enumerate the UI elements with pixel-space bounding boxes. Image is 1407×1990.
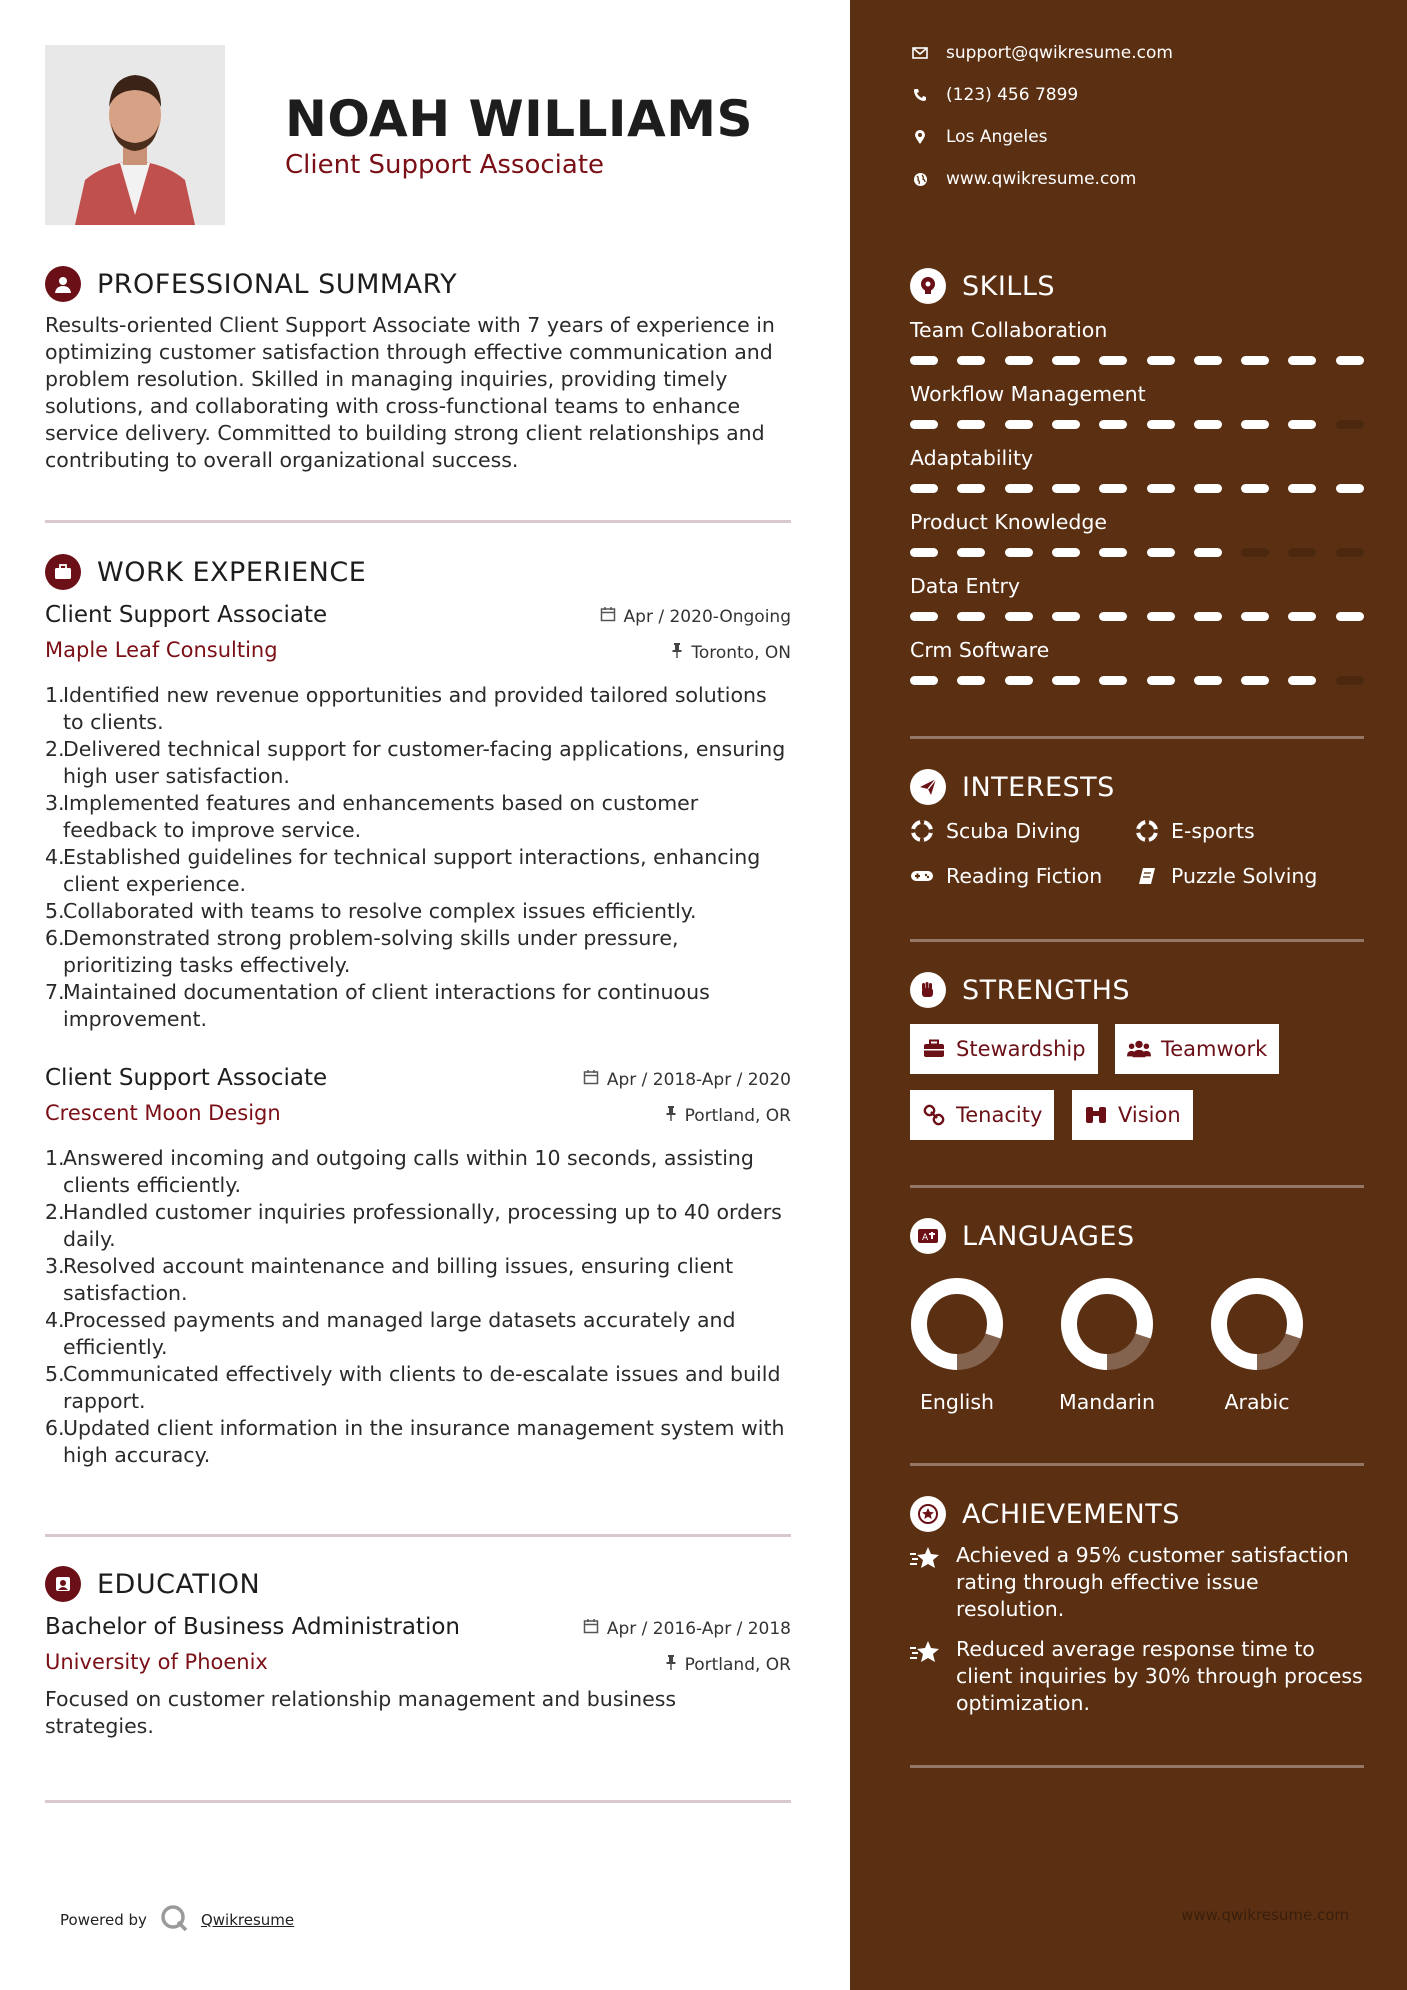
interest-item [910, 864, 1102, 888]
skill-level-dot [1241, 420, 1269, 429]
phone-icon [910, 85, 930, 105]
list-item: 4. Processed payments and managed large datasets accurately and efficiently. [45, 1308, 736, 1359]
lightbulb-icon [910, 268, 946, 304]
contact-email-text: support@qwikresume.com [946, 43, 1173, 63]
job-title: Client Support Associate [45, 602, 328, 628]
footer-url[interactable]: www.qwikresume.com [1181, 1906, 1349, 1924]
skill-level-dot [957, 484, 985, 493]
skill-level-dot [1241, 676, 1269, 685]
shooting-star-icon [910, 1544, 942, 1572]
skill-item [910, 446, 1364, 470]
contact-phone[interactable] [910, 85, 1078, 105]
education-description: Focused on customer relationship management and business strategies. [45, 1687, 677, 1738]
education-date-text: Apr / 2016-Apr / 2018 [606, 1618, 791, 1639]
list-item: 1. Answered incoming and outgoing calls within 10 seconds, assisting clients efficiently. [45, 1146, 754, 1197]
skill-level-dot [1147, 676, 1175, 685]
experience-header [45, 550, 791, 594]
skill-level-dot [1288, 356, 1316, 365]
skill-level-dot [1336, 612, 1364, 621]
skill-level-dot [1147, 420, 1175, 429]
achievement-text: Reduced average response time to client inquiries by 30% through process optimization. [956, 1637, 1363, 1715]
job-location-text: Portland, OR [684, 1105, 791, 1126]
divider [910, 1765, 1364, 1768]
qwikresume-link[interactable]: Qwikresume [200, 1911, 295, 1929]
skill-level-dot [1005, 420, 1033, 429]
sidebar [850, 0, 1407, 1990]
job-date [600, 606, 791, 627]
languages-header [910, 1216, 1364, 1256]
powered-by [60, 1903, 294, 1937]
job-location [665, 1105, 791, 1126]
briefcase-icon [45, 554, 81, 590]
skill-level-dot [1147, 548, 1175, 557]
calendar-icon [583, 1069, 599, 1090]
globe-icon [910, 169, 930, 189]
skill-level-dot [1005, 548, 1033, 557]
achievements-title: ACHIEVEMENTS [962, 1498, 1180, 1530]
interest-label: Scuba Diving [946, 819, 1081, 843]
divider [910, 1463, 1364, 1466]
skill-level-dot [1099, 612, 1127, 621]
skill-name: Data Entry [910, 574, 1021, 598]
skill-level-dot [1147, 612, 1175, 621]
interest-item [1135, 864, 1317, 888]
list-item: 1. Identified new revenue opportunities and provided tailored solutions to clients. [45, 683, 767, 734]
skill-level-dot [1336, 676, 1364, 685]
skill-level-dot [1052, 356, 1080, 365]
skill-level-dot [910, 356, 938, 365]
svg-text:A: A [922, 1233, 929, 1243]
list-item: 4. Established guidelines for technical support interactions, enhancing client experience. [45, 845, 761, 896]
lifebuoy-icon [910, 819, 934, 843]
language-ring [1209, 1276, 1305, 1372]
skill-level-dot [1005, 676, 1033, 685]
binoculars-icon [1084, 1103, 1108, 1127]
skill-level-dot [1194, 420, 1222, 429]
school: University of Phoenix [45, 1650, 268, 1674]
strength-label: Stewardship [956, 1037, 1086, 1061]
skill-level-dot [1194, 676, 1222, 685]
education-title: EDUCATION [97, 1568, 261, 1600]
skill-level-dot [1052, 548, 1080, 557]
degree: Bachelor of Business Administration [45, 1614, 460, 1640]
skill-item [910, 574, 1364, 598]
strengths-list [910, 1024, 1364, 1154]
job-entry [45, 602, 791, 1032]
pin-icon [665, 1105, 677, 1126]
skill-level-dot [1052, 484, 1080, 493]
skill-item [910, 638, 1364, 662]
job-date-text: Apr / 2020-Ongoing [623, 606, 791, 627]
skills-section [910, 266, 1364, 698]
job-bullets [45, 1145, 791, 1469]
skill-level-dot [1099, 676, 1127, 685]
achievements-header [910, 1494, 1364, 1534]
skill-level-dot [1052, 420, 1080, 429]
skill-level-dot [1194, 484, 1222, 493]
candidate-name: NOAH WILLIAMS [285, 90, 753, 148]
graduation-icon [45, 1566, 81, 1602]
strength-chip [910, 1024, 1098, 1074]
skill-level-dot [1241, 484, 1269, 493]
list-item: 3. Resolved account maintenance and billing issues, ensuring client satisfaction. [45, 1254, 734, 1305]
summary-text: Results-oriented Client Support Associate with 7 years of experience in optimizing customer satisfaction through effective communication and problem resolution. Skilled in managing inquiries, providing timely solutions, and collaborating with cross-functional teams to enhance service delivery. Committed to building strong client relationships and contributing to overall organizational success. [45, 313, 775, 472]
job-location [671, 642, 791, 663]
skill-level-dot [957, 612, 985, 621]
skill-level-bar [910, 676, 1364, 686]
divider [910, 939, 1364, 942]
list-item: 2. Handled customer inquiries professionally, processing up to 40 orders daily. [45, 1200, 782, 1251]
language-item [892, 1276, 1022, 1414]
calendar-icon [600, 606, 616, 627]
powered-by-label: Powered by [60, 1911, 147, 1929]
skill-name: Product Knowledge [910, 510, 1108, 534]
strength-label: Teamwork [1161, 1037, 1268, 1061]
briefcase-icon [922, 1037, 946, 1061]
skill-level-dot [1099, 356, 1127, 365]
language-ring [909, 1276, 1005, 1372]
skill-level-dot [910, 676, 938, 685]
skill-level-dot [1099, 420, 1127, 429]
achievements-section [910, 1494, 1364, 1742]
interests-title: INTERESTS [962, 771, 1115, 803]
paper-plane-icon [910, 769, 946, 805]
language-icon [910, 1218, 946, 1254]
skill-level-dot [1052, 612, 1080, 621]
job-company: Crescent Moon Design [45, 1101, 281, 1125]
interests-list [910, 811, 1364, 911]
list-item: 5. Collaborated with teams to resolve complex issues efficiently. [45, 899, 697, 923]
strength-chip [1115, 1024, 1279, 1074]
skill-level-dot [1288, 548, 1316, 557]
envelope-icon [910, 43, 930, 63]
skills-header [910, 266, 1364, 306]
skill-level-dot [910, 484, 938, 493]
education-header [45, 1562, 791, 1606]
shooting-star-icon [910, 1638, 942, 1666]
skill-level-bar [910, 548, 1364, 558]
interest-label: Reading Fiction [946, 864, 1103, 888]
strengths-title: STRENGTHS [962, 974, 1131, 1006]
experience-title: WORK EXPERIENCE [97, 556, 367, 588]
gamepad-icon [910, 864, 934, 888]
skill-level-dot [1005, 356, 1033, 365]
user-icon [45, 266, 81, 302]
divider [45, 1534, 791, 1537]
languages-section [910, 1216, 1364, 1426]
star-badge-icon [910, 1496, 946, 1532]
strengths-header [910, 970, 1364, 1010]
skill-level-dot [957, 548, 985, 557]
job-entry [45, 1065, 791, 1485]
languages-title: LANGUAGES [962, 1220, 1135, 1252]
skill-level-dot [957, 676, 985, 685]
job-title: Client Support Associate [45, 1065, 328, 1091]
skill-level-dot [1336, 420, 1364, 429]
list-item: 7. Maintained documentation of client interactions for continuous improvement. [45, 980, 710, 1031]
fist-icon [910, 972, 946, 1008]
skill-level-dot [1336, 484, 1364, 493]
skill-level-dot [1288, 484, 1316, 493]
list-item: 5. Communicated effectively with clients to de-escalate issues and build rapport. [45, 1362, 781, 1413]
skill-level-dot [910, 548, 938, 557]
summary-header [45, 262, 791, 306]
skill-level-dot [957, 420, 985, 429]
skill-level-dot [1241, 356, 1269, 365]
skill-level-dot [910, 420, 938, 429]
contact-location-text: Los Angeles [946, 127, 1048, 147]
strength-label: Vision [1118, 1103, 1181, 1127]
strength-label: Tenacity [956, 1103, 1043, 1127]
skill-level-dot [1288, 676, 1316, 685]
list-item: 3. Implemented features and enhancements based on customer feedback to improve service. [45, 791, 699, 842]
achievements-list [910, 1542, 1364, 1742]
skill-level-dot [1194, 612, 1222, 621]
job-bullets [45, 682, 791, 1033]
link-icon [922, 1103, 946, 1127]
skill-level-dot [1099, 484, 1127, 493]
skill-name: Crm Software [910, 638, 1050, 662]
book-icon [1135, 864, 1159, 888]
language-ring [1059, 1276, 1155, 1372]
skill-level-dot [910, 612, 938, 621]
interest-item [910, 819, 1081, 843]
contact-email[interactable] [910, 43, 1173, 63]
interest-label: Puzzle Solving [1171, 864, 1318, 888]
skill-item [910, 382, 1364, 406]
skills-list [910, 318, 1364, 698]
summary-section [45, 262, 791, 474]
calendar-icon [583, 1618, 599, 1639]
skill-level-bar [910, 356, 1364, 366]
language-name: Arabic [1224, 1390, 1290, 1414]
skill-level-dot [1005, 612, 1033, 621]
qwikresume-logo-icon [159, 1903, 189, 1937]
users-icon [1127, 1037, 1151, 1061]
job-company: Maple Leaf Consulting [45, 638, 278, 662]
divider [910, 1185, 1364, 1188]
interest-label: E-sports [1171, 819, 1255, 843]
experience-section [45, 550, 791, 1485]
summary-title: PROFESSIONAL SUMMARY [97, 268, 458, 300]
contact-website-text: www.qwikresume.com [946, 169, 1137, 189]
skill-level-dot [1147, 356, 1175, 365]
skill-name: Team Collaboration [910, 318, 1108, 342]
strength-chip [1072, 1090, 1193, 1140]
contact-phone-text: (123) 456 7899 [946, 85, 1079, 105]
divider [45, 1800, 791, 1803]
skill-item [910, 510, 1364, 534]
divider [45, 520, 791, 523]
skill-level-dot [1336, 356, 1364, 365]
skill-level-dot [1194, 356, 1222, 365]
lifebuoy-icon [1135, 819, 1159, 843]
education-section [45, 1562, 791, 1754]
education-location-text: Portland, OR [684, 1654, 791, 1675]
strength-chip [910, 1090, 1054, 1140]
skill-item [910, 318, 1364, 342]
language-item [1042, 1276, 1172, 1414]
skill-level-dot [1241, 548, 1269, 557]
skill-level-bar [910, 612, 1364, 622]
language-item [1192, 1276, 1322, 1414]
interest-item [1135, 819, 1255, 843]
skill-level-bar [910, 484, 1364, 494]
skill-level-dot [1241, 612, 1269, 621]
interests-section [910, 767, 1364, 911]
pin-icon [665, 1654, 677, 1675]
skill-level-dot [1288, 612, 1316, 621]
languages-list [910, 1276, 1364, 1426]
achievement-text: Achieved a 95% customer satisfaction rating through effective issue resolution. [956, 1543, 1349, 1621]
list-item: 6. Demonstrated strong problem-solving skills under pressure, prioritizing tasks effectively. [45, 926, 679, 977]
skill-level-bar [910, 420, 1364, 430]
contact-location [910, 127, 1048, 147]
language-name: English [919, 1390, 995, 1414]
divider [910, 736, 1364, 739]
skill-level-dot [957, 356, 985, 365]
skill-level-dot [1194, 548, 1222, 557]
skill-level-dot [1147, 484, 1175, 493]
language-name: Mandarin [1059, 1390, 1155, 1414]
list-item: 6. Updated client information in the insurance management system with high accuracy. [45, 1416, 785, 1467]
education-date [583, 1618, 791, 1639]
skill-level-dot [1099, 548, 1127, 557]
skill-level-dot [1052, 676, 1080, 685]
job-location-text: Toronto, ON [691, 642, 791, 663]
education-location [665, 1654, 791, 1675]
skill-level-dot [1005, 484, 1033, 493]
job-date [583, 1069, 791, 1090]
job-date-text: Apr / 2018-Apr / 2020 [606, 1069, 791, 1090]
map-marker-icon [910, 127, 930, 147]
interests-header [910, 767, 1364, 807]
skill-level-dot [1288, 420, 1316, 429]
contact-website[interactable] [910, 169, 1136, 189]
skills-title: SKILLS [962, 270, 1056, 302]
skill-name: Workflow Management [910, 382, 1146, 406]
skill-level-dot [1336, 548, 1364, 557]
profile-photo [45, 45, 225, 225]
list-item: 2. Delivered technical support for customer-facing applications, ensuring high user satisfaction. [45, 737, 786, 788]
pin-icon [671, 642, 683, 663]
candidate-role: Client Support Associate [285, 150, 605, 180]
education-entry [45, 1614, 791, 1754]
strengths-section [910, 970, 1364, 1154]
skill-name: Adaptability [910, 446, 1034, 470]
